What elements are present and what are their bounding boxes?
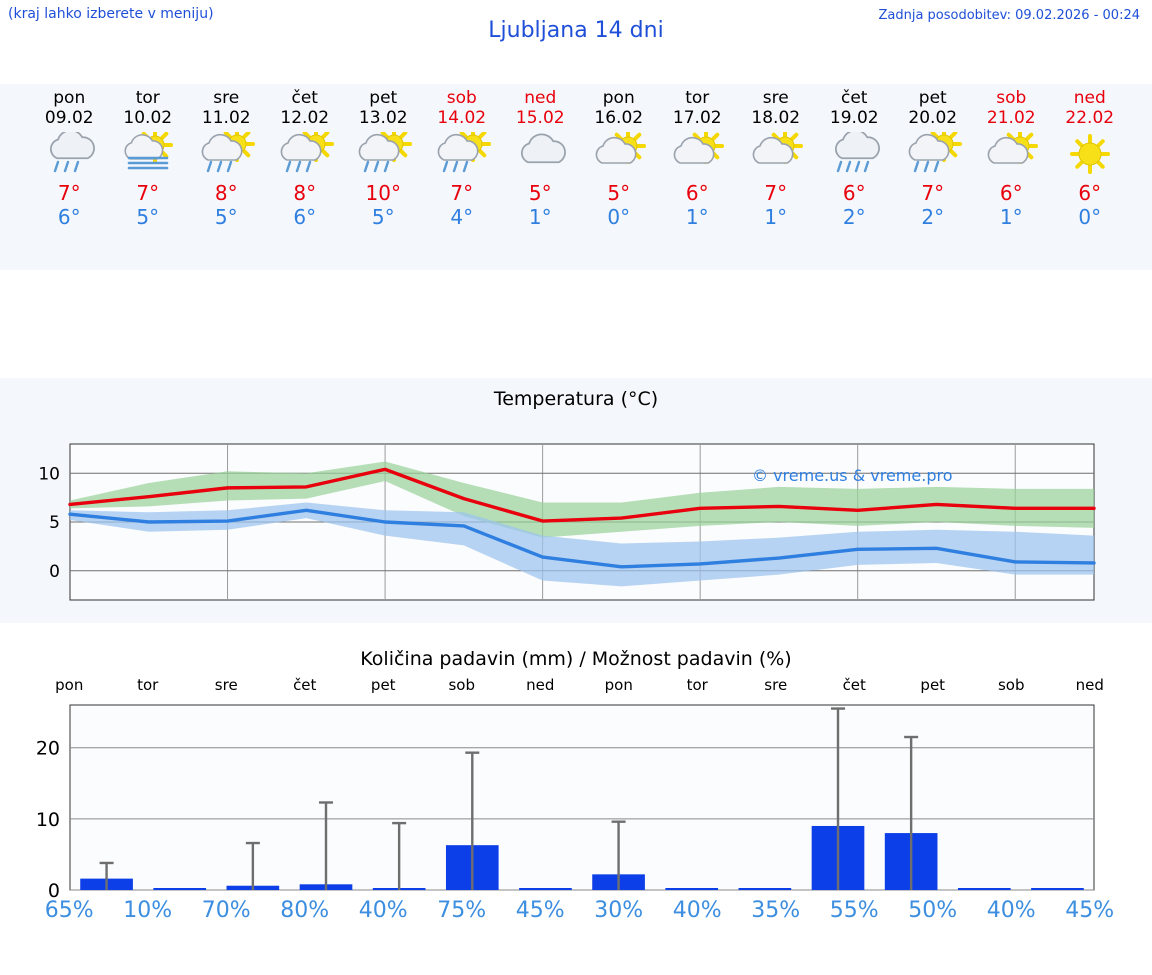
day-name: pon xyxy=(53,88,86,108)
precip-day-label-13: ned xyxy=(1075,676,1104,694)
precip-probability-0: 65% xyxy=(44,898,94,923)
precip-day-label-4: pet xyxy=(370,676,396,694)
day-name: ned xyxy=(1073,88,1106,108)
forecast-day-13 xyxy=(1051,84,1130,270)
temp-max: 6° xyxy=(999,181,1023,205)
precip-probability-9: 35% xyxy=(751,898,801,923)
forecast-day-6 xyxy=(501,84,580,270)
temp-min: 0° xyxy=(607,205,631,229)
temp-min: 1° xyxy=(528,205,552,229)
temp-max: 6° xyxy=(1078,181,1102,205)
day-date: 09.02 xyxy=(44,108,94,128)
daily-forecast-strip xyxy=(0,84,1152,270)
day-date: 20.02 xyxy=(908,108,958,128)
day-date: 10.02 xyxy=(123,108,173,128)
temp-min: 5° xyxy=(214,205,238,229)
precip-probability-13: 45% xyxy=(1065,898,1115,923)
day-name: ned xyxy=(524,88,557,108)
forecast-day-12 xyxy=(972,84,1051,270)
precipitation-chart-title: Količina padavin (mm) / Možnost padavin (%) xyxy=(360,648,792,670)
day-date: 21.02 xyxy=(986,108,1036,128)
day-name: tor xyxy=(135,88,160,108)
temp-max: 8° xyxy=(214,181,238,205)
forecast-day-9 xyxy=(737,84,816,270)
precip-day-label-11: pet xyxy=(920,676,946,694)
precip-day-label-1: tor xyxy=(137,676,159,694)
precip-probability-8: 40% xyxy=(672,898,722,923)
forecast-day-1 xyxy=(109,84,188,270)
sun-icon xyxy=(1059,131,1121,179)
page-title: Ljubljana 14 dni xyxy=(488,18,664,43)
forecast-day-2 xyxy=(187,84,266,270)
precip-day-label-6: ned xyxy=(526,676,555,694)
day-date: 15.02 xyxy=(515,108,565,128)
svg-text:20: 20 xyxy=(35,737,60,760)
location-menu-note: (kraj lahko izberete v meniju) xyxy=(8,6,214,22)
forecast-day-10 xyxy=(815,84,894,270)
temp-max: 5° xyxy=(607,181,631,205)
forecast-day-11 xyxy=(894,84,973,270)
sun-cloud-rain-icon xyxy=(431,131,493,179)
svg-text:0: 0 xyxy=(49,561,60,582)
forecast-day-8 xyxy=(658,84,737,270)
forecast-day-7 xyxy=(580,84,659,270)
temp-max: 7° xyxy=(57,181,81,205)
precip-day-label-8: tor xyxy=(686,676,708,694)
sun-cloud-icon xyxy=(588,131,650,179)
temperature-chart-title: Temperatura (°C) xyxy=(493,388,659,410)
rain-cloud-icon xyxy=(38,131,100,179)
precip-probability-10: 55% xyxy=(829,898,879,923)
precipitation-chart xyxy=(0,700,1152,900)
temp-min: 5° xyxy=(371,205,395,229)
copyright-label: © vreme.us & vreme.pro xyxy=(752,466,953,485)
svg-text:10: 10 xyxy=(35,808,60,831)
precip-probability-4: 40% xyxy=(358,898,408,923)
precip-probability-3: 80% xyxy=(280,898,330,923)
svg-text:10: 10 xyxy=(38,464,60,485)
forecast-day-3 xyxy=(266,84,345,270)
day-name: sre xyxy=(762,88,789,108)
temp-max: 7° xyxy=(764,181,788,205)
precip-probability-12: 40% xyxy=(986,898,1036,923)
precip-day-label-0: pon xyxy=(55,676,84,694)
day-name: pon xyxy=(602,88,635,108)
day-name: tor xyxy=(685,88,710,108)
last-update-label: Zadnja posodobitev: 09.02.2026 - 00:24 xyxy=(878,8,1140,23)
cloud-icon xyxy=(509,131,571,179)
temp-min: 5° xyxy=(136,205,160,229)
precip-probability-7: 30% xyxy=(594,898,644,923)
forecast-day-0 xyxy=(30,84,109,270)
temp-min: 6° xyxy=(293,205,317,229)
sun-fog-icon xyxy=(117,131,179,179)
day-name: čet xyxy=(291,88,318,108)
temp-min: 0° xyxy=(1078,205,1102,229)
sun-cloud-rain-icon xyxy=(902,131,964,179)
day-name: sre xyxy=(213,88,240,108)
temp-min: 2° xyxy=(921,205,945,229)
temp-min: 1° xyxy=(999,205,1023,229)
sun-cloud-icon xyxy=(666,131,728,179)
sun-cloud-rain-icon xyxy=(274,131,336,179)
precip-day-label-9: sre xyxy=(764,676,788,694)
temperature-chart-block xyxy=(0,378,1152,623)
temp-max: 6° xyxy=(685,181,709,205)
temp-min: 2° xyxy=(842,205,866,229)
precip-probability-2: 70% xyxy=(201,898,251,923)
forecast-day-5 xyxy=(423,84,502,270)
day-date: 13.02 xyxy=(358,108,408,128)
day-date: 17.02 xyxy=(672,108,722,128)
day-name: sob xyxy=(996,88,1027,108)
day-name: pet xyxy=(918,88,947,108)
sun-cloud-icon xyxy=(980,131,1042,179)
sun-cloud-rain-icon xyxy=(195,131,257,179)
temp-min: 1° xyxy=(764,205,788,229)
temp-max: 7° xyxy=(450,181,474,205)
precip-day-label-2: sre xyxy=(214,676,238,694)
precip-probability-6: 45% xyxy=(515,898,565,923)
temp-min: 1° xyxy=(685,205,709,229)
day-date: 14.02 xyxy=(437,108,487,128)
day-date: 22.02 xyxy=(1065,108,1115,128)
temp-max: 10° xyxy=(365,181,401,205)
temp-min: 6° xyxy=(57,205,81,229)
sun-cloud-icon xyxy=(745,131,807,179)
precip-day-label-7: pon xyxy=(604,676,633,694)
temp-max: 5° xyxy=(528,181,552,205)
temp-max: 8° xyxy=(293,181,317,205)
svg-text:5: 5 xyxy=(49,513,60,533)
precipitation-day-labels xyxy=(0,676,1152,694)
precip-day-label-5: sob xyxy=(448,676,475,694)
precip-day-label-10: čet xyxy=(842,676,866,694)
precip-probability-5: 75% xyxy=(437,898,487,923)
precip-probability-1: 10% xyxy=(123,898,173,923)
precip-day-label-3: čet xyxy=(293,676,317,694)
temp-max: 7° xyxy=(921,181,945,205)
day-name: pet xyxy=(369,88,398,108)
temp-min: 4° xyxy=(450,205,474,229)
day-date: 11.02 xyxy=(201,108,251,128)
svg-text:0: 0 xyxy=(47,880,60,900)
temperature-chart xyxy=(0,410,1152,615)
precip-day-label-12: sob xyxy=(997,676,1025,694)
day-date: 18.02 xyxy=(751,108,801,128)
day-date: 12.02 xyxy=(280,108,330,128)
forecast-day-4 xyxy=(344,84,423,270)
temp-max: 7° xyxy=(136,181,160,205)
temp-max: 6° xyxy=(842,181,866,205)
day-date: 16.02 xyxy=(594,108,644,128)
cloud-rain-icon xyxy=(823,131,885,179)
day-name: sob xyxy=(446,88,477,108)
day-date: 19.02 xyxy=(829,108,879,128)
daily-forecast-list xyxy=(0,84,1152,270)
precipitation-probability-row xyxy=(0,898,1152,923)
precip-probability-11: 50% xyxy=(908,898,958,923)
day-name: čet xyxy=(841,88,868,108)
sun-cloud-rain-icon xyxy=(352,131,414,179)
